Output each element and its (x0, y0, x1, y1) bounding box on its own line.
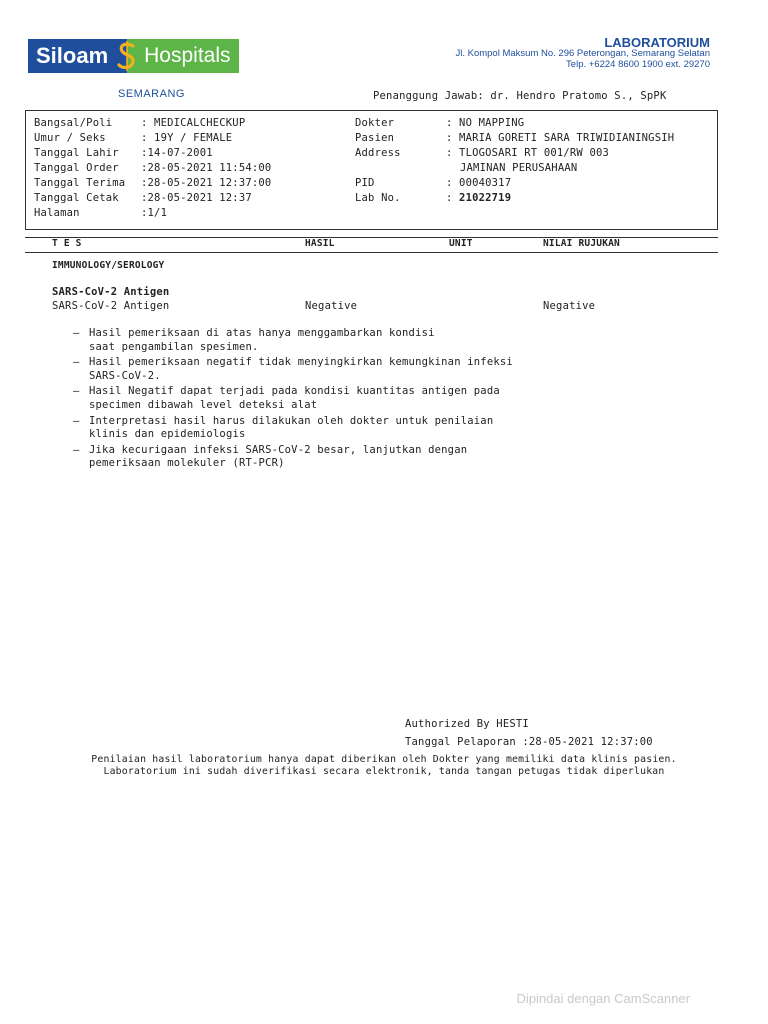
note-item (73, 444, 609, 471)
label-tgl-cetak: Tanggal Cetak (34, 192, 119, 204)
col-header-rujukan: NILAI RUJUKAN (543, 238, 620, 249)
footer-line-2: Laboratorium ini sudah diverifikasi secara elektronik, tanda tangan petugas tidak diperlukan (103, 766, 665, 777)
bullet-dash-icon: – (73, 385, 80, 398)
tanggal-pelaporan: Tanggal Pelaporan :28-05-2021 12:37:00 (405, 736, 653, 748)
bullet-dash-icon: – (73, 414, 80, 427)
col-header-hasil: HASIL (305, 238, 335, 249)
siloam-s-symbol-icon (114, 39, 140, 73)
note-1-line-1: Hasil pemeriksaan di atas hanya menggambarkan kondisi (89, 327, 435, 339)
col-header-unit: UNIT (449, 238, 473, 249)
footer-line-1: Penilaian hasil laboratorium hanya dapat diberikan oleh Dokter yang memiliki data klinis pasien. (91, 754, 677, 765)
label-pid: PID (355, 177, 375, 189)
value-pasien-text: MARIA GORETI SARA TRIWIDIANINGSIH (459, 132, 675, 144)
branch-name: SEMARANG (118, 88, 185, 100)
label-tgl-terima: Tanggal Terima (34, 177, 126, 189)
note-item (73, 356, 609, 383)
value-pid-text: 00040317 (459, 177, 512, 189)
result-rujukan: Negative (543, 300, 596, 312)
note-2-line-2: SARS-CoV-2. (89, 369, 161, 382)
bullet-dash-icon: – (73, 327, 80, 339)
label-address: Address (355, 147, 401, 159)
bullet-dash-icon: – (73, 443, 80, 456)
note-5-line-1: Jika kecurigaan infeksi SARS-CoV-2 besar, lanjutkan dengan (89, 443, 468, 456)
value-tgl-cetak-text: 28-05-2021 12:37 (147, 192, 252, 204)
address-line-1: Jl. Kompol Maksum No. 296 Peterongan, Semarang Selatan (455, 48, 710, 59)
label-bangsal: Bangsal/Poli (34, 117, 113, 129)
value-address-text: TLOGOSARI RT 001/RW 003 (459, 147, 610, 159)
value-labno: : 21022719 (446, 192, 512, 204)
note-item (73, 415, 609, 442)
penanggung-jawab: Penanggung Jawab: dr. Hendro Pratomo S., SpPK (373, 90, 667, 102)
authorized-by: Authorized By HESTI (405, 718, 529, 730)
logo-text-hospitals: Hospitals (140, 39, 238, 73)
bullet-dash-icon: – (73, 356, 80, 369)
lab-title: LABORATORIUM (604, 35, 710, 50)
label-dokter: Dokter (355, 117, 395, 129)
value-tgl-terima: :28-05-2021 12:37:00 (141, 177, 272, 189)
note-2-line-1: Hasil pemeriksaan negatif tidak menyingkirkan kemungkinan infeksi (89, 356, 513, 369)
value-umur-text: 19Y / FEMALE (154, 132, 233, 144)
value-bangsal-text: MEDICALCHECKUP (154, 117, 246, 129)
label-umur: Umur / Seks (34, 132, 106, 144)
value-tgl-order-text: 28-05-2021 11:54:00 (147, 162, 272, 174)
note-4-line-2: klinis dan epidemiologis (89, 428, 246, 441)
label-pasien: Pasien (355, 132, 395, 144)
section-title: IMMUNOLOGY/SEROLOGY (52, 260, 165, 271)
label-tgl-order: Tanggal Order (34, 162, 119, 174)
value-jaminan: JAMINAN PERUSAHAAN (460, 162, 578, 174)
logo-text-siloam: Siloam (28, 39, 114, 73)
notes-list (73, 327, 609, 473)
label-labno: Lab No. (355, 192, 401, 204)
value-tgl-cetak: :28-05-2021 12:37 (141, 192, 252, 204)
value-umur: : 19Y / FEMALE (141, 132, 233, 144)
siloam-logo (28, 38, 239, 74)
value-tgl-lahir: :14-07-2001 (141, 147, 213, 159)
value-dokter: : NO MAPPING (446, 117, 525, 129)
note-5-line-2: pemeriksaan molekuler (RT-PCR) (89, 457, 285, 470)
value-bangsal: : MEDICALCHECKUP (141, 117, 246, 129)
value-pid: : 00040317 (446, 177, 512, 189)
value-halaman: :1/1 (141, 207, 168, 219)
lab-address (455, 48, 710, 70)
camscanner-watermark: Dipindai dengan CamScanner (516, 991, 690, 1006)
note-3-line-2: specimen dibawah level deteksi alat (89, 398, 318, 411)
value-dokter-text: NO MAPPING (459, 117, 525, 129)
note-3-line-1: Hasil Negatif dapat terjadi pada kondisi kuantitas antigen pada (89, 385, 500, 398)
value-pasien: : MARIA GORETI SARA TRIWIDIANINGSIH (446, 132, 675, 144)
value-tgl-order: :28-05-2021 11:54:00 (141, 162, 272, 174)
result-hasil: Negative (305, 300, 358, 312)
note-4-line-1: Interpretasi hasil harus dilakukan oleh dokter untuk penilaian (89, 414, 494, 427)
patient-info-box (25, 110, 718, 230)
value-tgl-lahir-text: 14-07-2001 (147, 147, 213, 159)
value-address: : TLOGOSARI RT 001/RW 003 (446, 147, 610, 159)
label-tgl-lahir: Tanggal Lahir (34, 147, 119, 159)
label-halaman: Halaman (34, 207, 80, 219)
address-line-2: Telp. +6224 8600 1900 ext. 29270 (566, 59, 710, 70)
value-halaman-text: 1/1 (147, 207, 168, 219)
group-title: SARS-CoV-2 Antigen (52, 286, 170, 298)
note-item (73, 327, 609, 354)
col-header-tes: T E S (52, 238, 82, 249)
note-item (73, 385, 609, 412)
result-test-name: SARS-CoV-2 Antigen (52, 300, 170, 312)
value-labno-text: 21022719 (459, 192, 512, 204)
value-tgl-terima-text: 28-05-2021 12:37:00 (147, 177, 272, 189)
table-header-rule (25, 252, 718, 253)
note-1-line-2: saat pengambilan spesimen. (89, 340, 259, 353)
